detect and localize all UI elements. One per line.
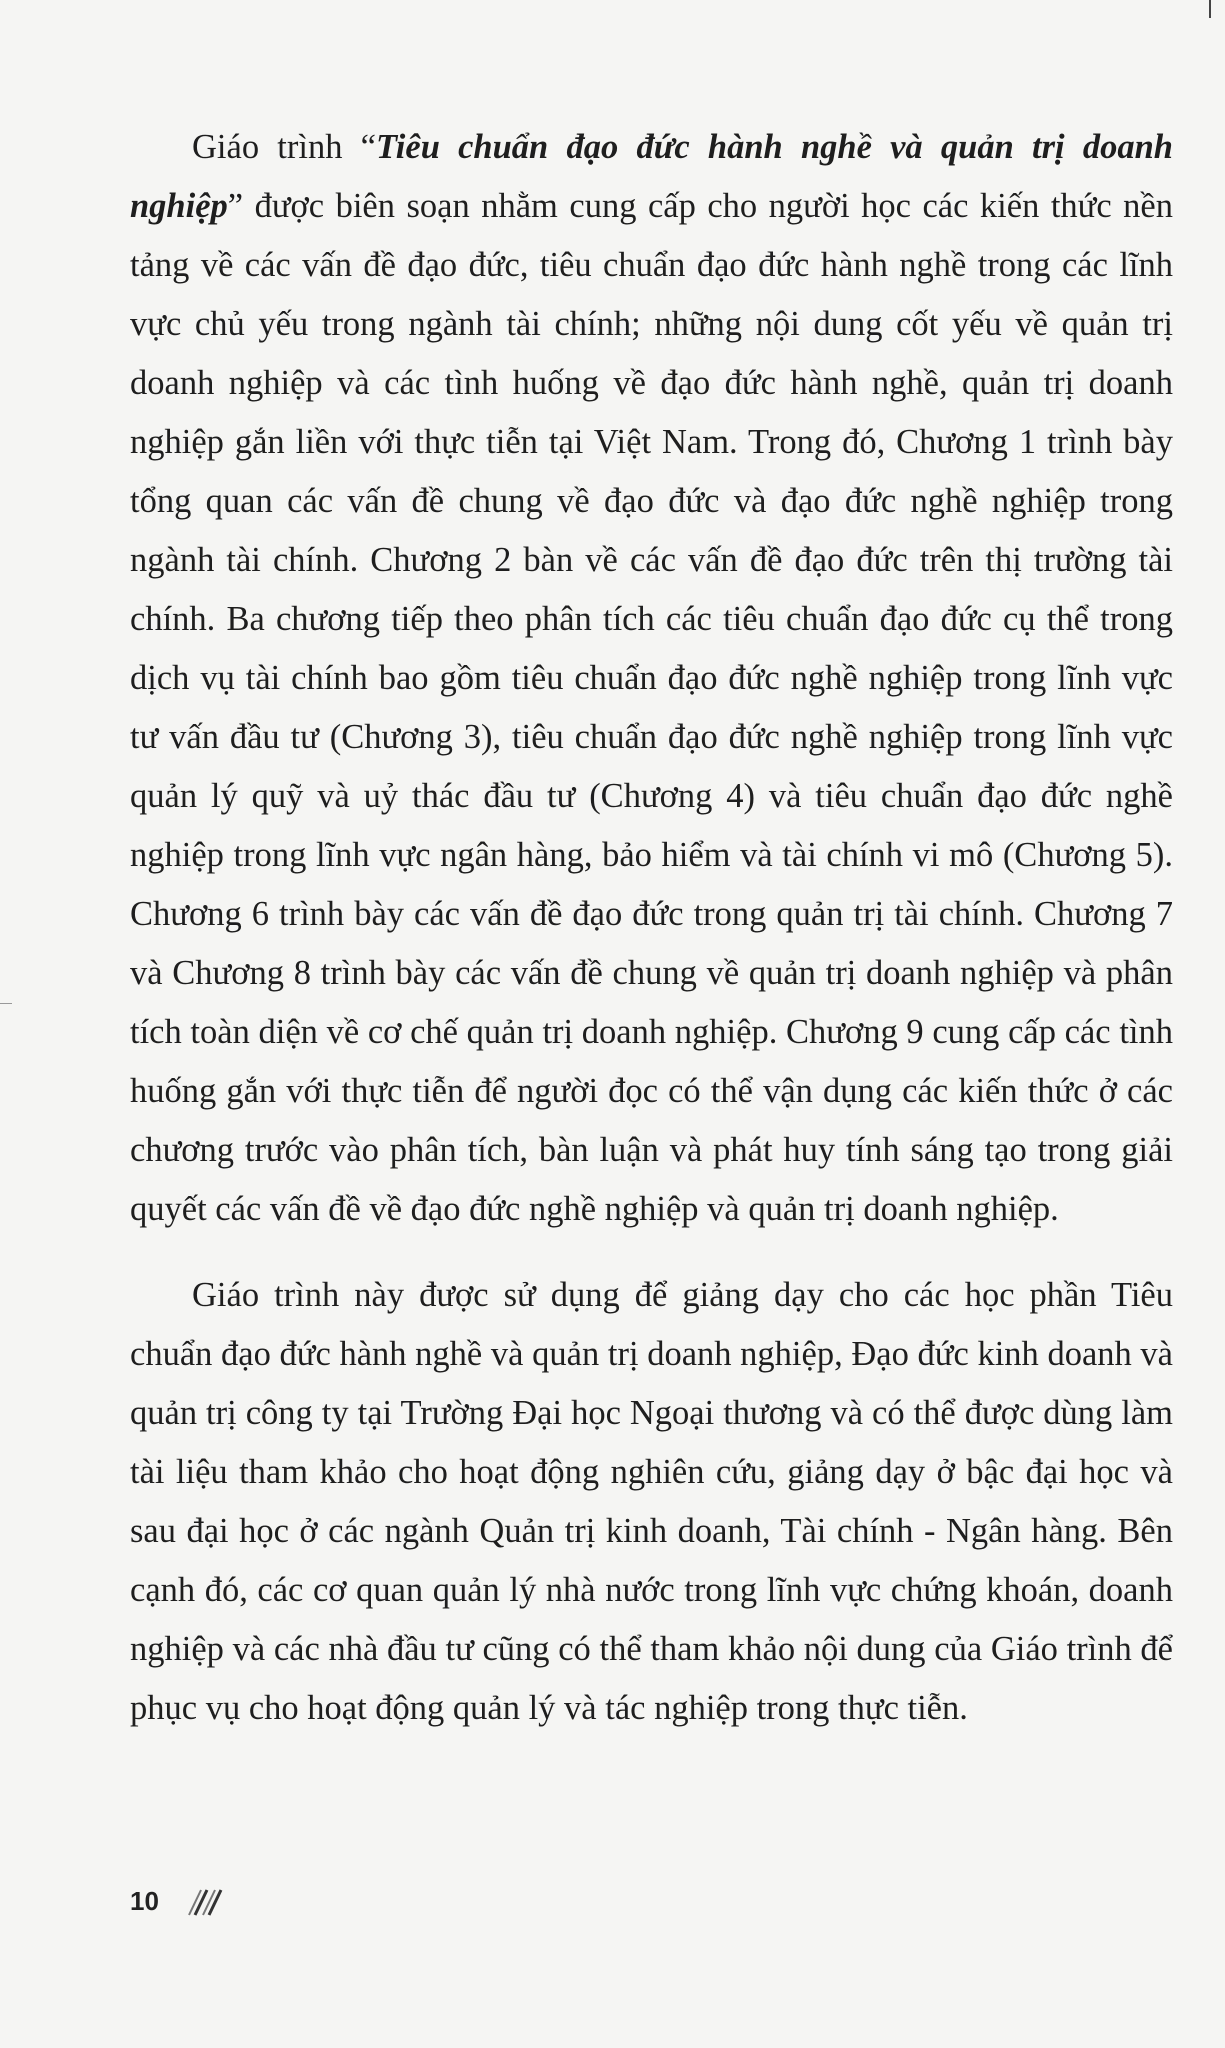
body-text bbox=[130, 118, 1173, 1738]
margin-tick bbox=[0, 1003, 12, 1004]
paragraph-2: Giáo trình này được sử dụng để giảng dạy cho các học phần Tiêu chuẩn đạo đức hành nghề và quản trị doanh nghiệp, Đạo đức kinh doanh và quản trị công ty tại Trường Đại học Ngoại thương và có thể được dùng làm tài liệu tham khảo cho hoạt động nghiên cứu, giảng dạy ở bậc đại học và sau đại học ở các ngành Quản trị kinh doanh, Tài chính - Ngân hàng. Bên cạnh đó, các cơ quan quản lý nhà nước trong lĩnh vực chứng khoán, doanh nghiệp và các nhà đầu tư cũng có thể tham khảo nội dung của Giáo trình để phục vụ cho hoạt động quản lý và tác nghiệp trong thực tiễn. bbox=[130, 1276, 1173, 1727]
paragraph-1-body: ” được biên soạn nhằm cung cấp cho người học các kiến thức nền tảng về các vấn đề đạo đức, tiêu chuẩn đạo đức hành nghề trong các lĩnh vực chủ yếu trong ngành tài chính; những nội dung cốt yếu về quản trị doanh nghiệp và các tình huống về đạo đức hành nghề, quản trị doanh nghiệp gắn liền với thực tiễn tại Việt Nam. Trong đó, Chương 1 trình bày tổng quan các vấn đề chung về đạo đức và đạo đức nghề nghiệp trong ngành tài chính. Chương 2 bàn về các vấn đề đạo đức trên thị trường tài chính. Ba chương tiếp theo phân tích các tiêu chuẩn đạo đức cụ thể trong dịch vụ tài chính bao gồm tiêu chuẩn đạo đức nghề nghiệp trong lĩnh vực tư vấn đầu tư (Chương 3), tiêu chuẩn đạo đức nghề nghiệp trong lĩnh vực quản lý quỹ và uỷ thác đầu tư (Chương 4) và tiêu chuẩn đạo đức nghề nghiệp trong lĩnh vực ngân hàng, bảo hiểm và tài chính vi mô (Chương 5). Chương 6 trình bày các vấn đề đạo đức trong quản trị tài chính. Chương 7 và Chương 8 trình bày các vấn đề chung về quản trị doanh nghiệp và phân tích toàn diện về cơ chế quản trị doanh nghiệp. Chương 9 cung cấp các tình huống gắn với thực tiễn để người đọc có thể vận dụng các kiến thức ở các chương trước vào phân tích, bàn luận và phát huy tính sáng tạo trong giải quyết các vấn đề về đạo đức nghề nghiệp và quản trị doanh nghiệp. bbox=[130, 187, 1173, 1228]
page-footer bbox=[130, 1886, 225, 1917]
double-slash-ornament-icon bbox=[185, 1887, 225, 1917]
paragraph-1-lead: Giáo trình “ bbox=[192, 128, 376, 166]
paragraph-1 bbox=[130, 118, 1173, 1239]
page-number: 10 bbox=[130, 1886, 159, 1916]
page-edge-mark bbox=[1209, 0, 1211, 18]
book-title: Tiêu chuẩn đạo đức hành nghề và quản trị doanh nghiệp bbox=[130, 128, 1173, 225]
